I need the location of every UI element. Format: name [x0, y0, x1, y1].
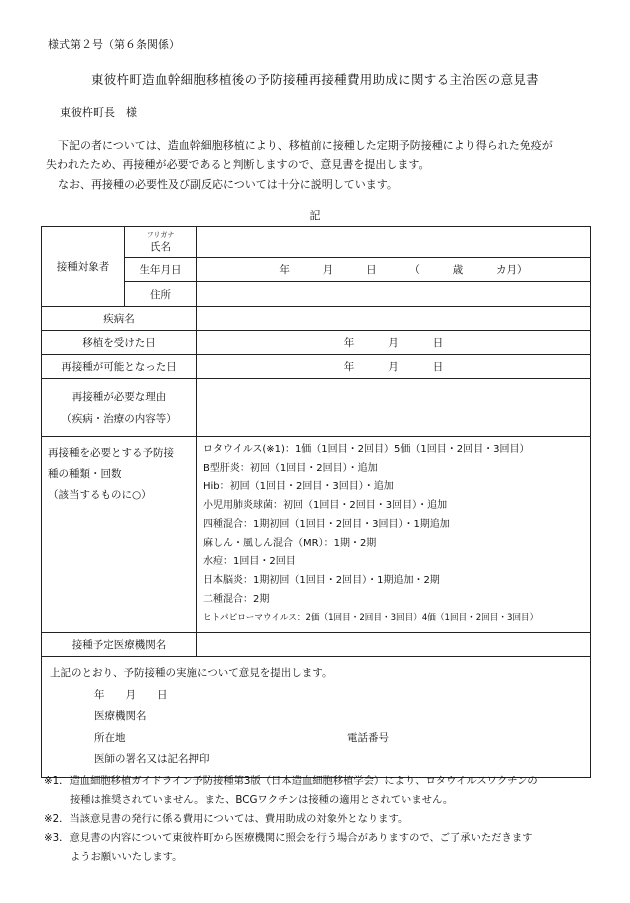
footnote-3-mark: ※3． [44, 832, 70, 844]
name-label-cell [125, 227, 197, 258]
application-form-table [41, 226, 591, 778]
footnotes [44, 772, 604, 867]
transplant-date-field[interactable] [197, 331, 591, 355]
furigana-label: フリガナ [146, 231, 175, 239]
opinion-address: 所在地 [94, 731, 126, 744]
transplant-year: 年 [343, 337, 355, 349]
opinion-month: 月 [125, 688, 136, 701]
revaccination-possible-field[interactable] [197, 355, 591, 379]
form-number: 様式第２号（第６条関係） [48, 38, 180, 51]
dob-day: 日 [366, 264, 377, 276]
clinic-field[interactable] [197, 633, 591, 657]
footnote-3-line-2: ようお願いいたします。 [70, 851, 183, 863]
opinion-date[interactable] [50, 685, 582, 707]
opinion-address-row[interactable] [50, 728, 582, 750]
vaccine-types-label-line-2: 種の種類・回数 [48, 468, 122, 480]
transplant-day: 日 [432, 337, 444, 349]
possible-year: 年 [343, 361, 355, 373]
footnote-3 [44, 829, 604, 848]
vaccine-types-label [42, 437, 197, 633]
vaccine-types-label-line-1: 再接種を必要とする予防接 [48, 447, 174, 459]
transplant-date-label: 移植を受けた日 [42, 331, 197, 355]
vaccine-hib[interactable]: Hib：初回（1回目・2回目・3回目）・追加 [203, 481, 394, 493]
address-field[interactable] [197, 282, 591, 307]
disease-label: 疾病名 [42, 307, 197, 331]
opinion-day: 日 [157, 688, 168, 701]
dob-month: 月 [322, 264, 334, 276]
opinion-institution[interactable]: 医療機関名 [94, 710, 147, 723]
dob-label: 生年月日 [125, 258, 197, 282]
reason-field[interactable] [197, 379, 591, 437]
vaccine-mr[interactable]: 麻しん・風しん混合（MR）：1期・2期 [203, 537, 377, 549]
ki-heading: 記 [309, 209, 321, 222]
vaccine-list [197, 437, 591, 633]
intro-line-3: なお、再接種の必要性及び副反応については十分に説明しています。 [58, 178, 398, 191]
vaccine-varicella[interactable]: 水痘：1回目・2回目 [203, 556, 296, 568]
document-title: 東彼杵町造血幹細胞移植後の予防接種再接種費用助成に関する主治医の意見書 [90, 72, 539, 87]
reason-label [42, 379, 197, 437]
footnote-3-line-1: 意見書の内容について東彼杵町から医療機関に照会を行う場合がありますので、ご了承いただきます [69, 832, 533, 844]
footnote-1-mark: ※1． [44, 775, 70, 787]
opinion-phone: 電話番号 [347, 731, 389, 744]
vaccine-hepatitis-b[interactable]: B型肝炎：初回（1回目・2回目）・追加 [203, 462, 378, 474]
footnote-2-mark: ※2． [44, 813, 70, 825]
vaccine-pneumococcal[interactable]: 小児用肺炎球菌：初回（1回目・2回目・3回目）・追加 [203, 500, 448, 512]
vaccine-japanese-encephalitis[interactable]: 日本脳炎：1期初回（1回目・2回目）・1期追加・2期 [203, 574, 440, 586]
dob-age: 歳 [452, 264, 464, 276]
vaccine-dpt-ipv[interactable]: 四種混合：1期初回（1回目・2回目・3回目）・1期追加 [203, 518, 450, 530]
intro-line-2: 失われたため、再接種が必要であると判断しますので、意見書を提出します。 [46, 158, 430, 171]
footnote-2-line-1: 当該意見書の発行に係る費用については、費用助成の対象外となります。 [69, 813, 409, 825]
vaccine-hpv[interactable]: ヒトパピローマウイルス：2価（1回目・2回目・3回目）4価（1回目・2回目・3回目） [203, 613, 539, 624]
opinion-signature[interactable]: 医師の署名又は記名押印 [94, 753, 210, 766]
address-label: 住所 [125, 282, 197, 307]
opinion-year: 年 [94, 688, 105, 701]
opinion-section [42, 657, 591, 778]
possible-month: 月 [388, 361, 399, 373]
opinion-statement: 上記のとおり、予防接種の実施について意見を提出します。 [50, 667, 333, 680]
vaccine-dt[interactable]: 二種混合：2期 [203, 593, 270, 605]
footnote-1-line-2: 接種は推奨されていません。また、BCGワクチンは接種の適用とされていません。 [70, 794, 454, 806]
subject-label: 接種対象者 [42, 227, 125, 307]
revaccination-possible-label: 再接種が可能となった日 [42, 355, 197, 379]
dob-field[interactable] [197, 258, 591, 282]
dob-paren-open: （ [409, 264, 420, 276]
vaccine-types-label-line-3: （該当するものに○） [48, 489, 152, 501]
footnote-1 [44, 772, 604, 791]
possible-day: 日 [432, 361, 444, 373]
footnote-1-line-1: 造血細胞移植ガイドライン予防接種第3版（日本造血細胞移植学会）により、ロタウイルスワクチンの [69, 775, 538, 787]
clinic-label: 接種予定医療機関名 [42, 633, 197, 657]
dob-year: 年 [279, 264, 290, 276]
dob-months: カ月） [496, 264, 528, 276]
addressee: 東彼杵町長 様 [60, 106, 137, 119]
name-field[interactable] [197, 227, 591, 258]
transplant-month: 月 [388, 337, 399, 349]
footnote-2 [44, 810, 604, 829]
vaccine-rotavirus[interactable]: ロタウイルス(※1)：1価（1回目・2回目）5価（1回目・2回目・3回目） [203, 444, 530, 455]
intro-line-1: 下記の者については、造血幹細胞移植により、移植前に接種した定期予防接種により得られた免疫が [58, 139, 553, 152]
reason-label-line-1: 再接種が必要な理由 [71, 390, 167, 403]
name-label: 氏名 [150, 241, 171, 253]
reason-label-line-2: （疾病・治療の内容等） [61, 412, 177, 425]
disease-field[interactable] [197, 307, 591, 331]
